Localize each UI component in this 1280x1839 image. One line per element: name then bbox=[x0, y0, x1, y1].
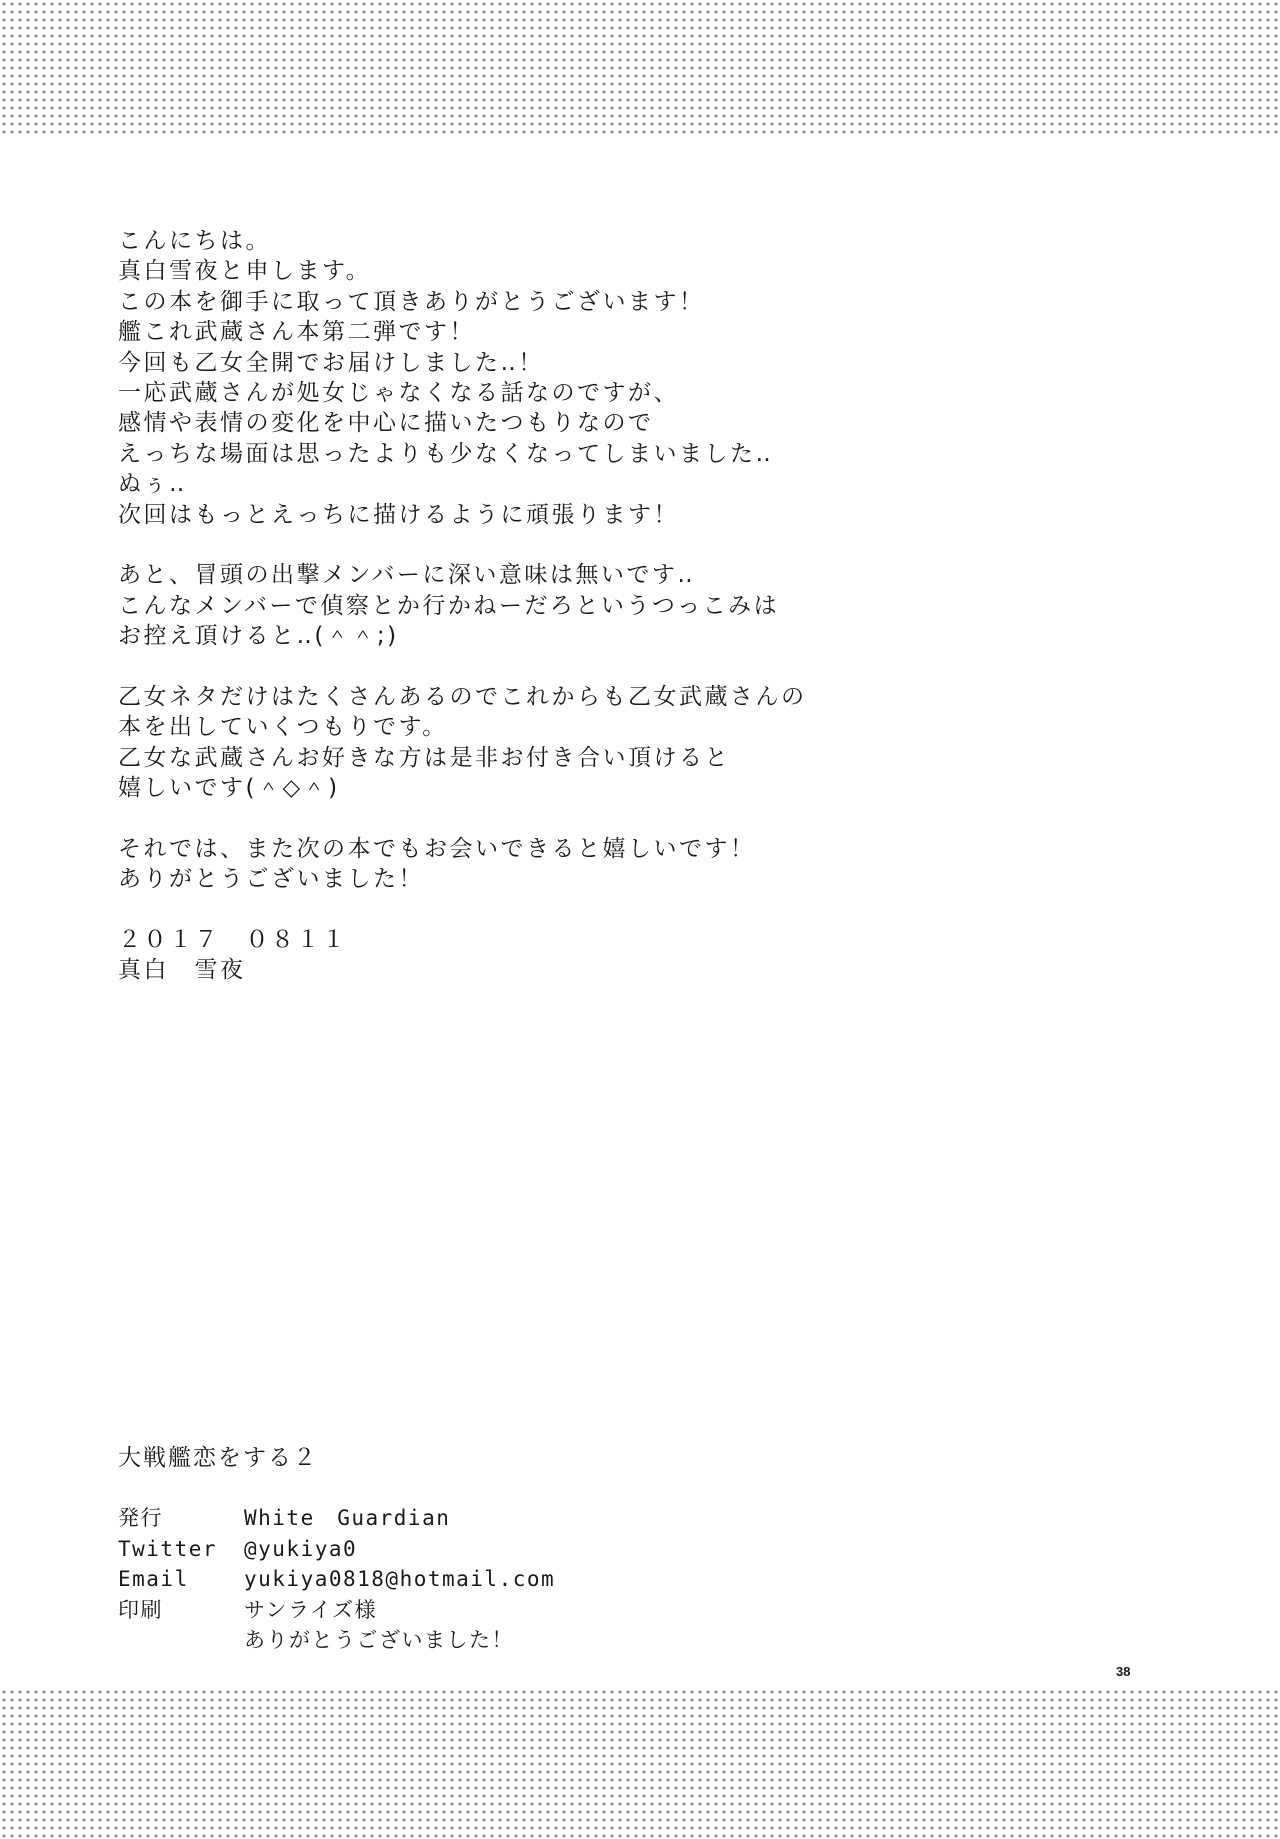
text-line: ぬぅ‥ bbox=[118, 471, 187, 498]
page-number: 38 bbox=[1116, 1664, 1131, 1679]
colophon-row-email bbox=[118, 1564, 1018, 1595]
letter-date: ２０１７ ０８１１ bbox=[118, 926, 348, 953]
paragraph-gap bbox=[118, 895, 1018, 925]
colophon-row-printer bbox=[118, 1595, 1018, 1626]
colophon-row-publisher bbox=[118, 1503, 1018, 1534]
afterword-paragraph-1 bbox=[118, 226, 1018, 530]
text-line: この本を御手に取って頂きありがとうございます！ bbox=[118, 288, 705, 315]
text-line: 嬉しいです(＾◇＾) bbox=[118, 775, 340, 802]
text-line: 乙女な武蔵さんお好きな方は是非お付き合い頂けると bbox=[118, 744, 730, 771]
colophon-label: Email bbox=[118, 1567, 189, 1591]
text-line: 乙女ネタだけはたくさんあるのでこれからも乙女武蔵さんの bbox=[118, 683, 807, 710]
book-title: 大戦艦恋をする２ bbox=[118, 1445, 318, 1471]
text-line: 今回も乙女全開でお届けしました‥！ bbox=[118, 349, 544, 376]
colophon-label: 発行 bbox=[118, 1506, 163, 1530]
colophon bbox=[118, 1443, 1018, 1656]
paragraph-gap bbox=[118, 651, 1018, 681]
paragraph-gap bbox=[118, 530, 1018, 560]
colophon-value: サンライズ様 bbox=[244, 1597, 378, 1622]
colophon-value: ありがとうございました！ bbox=[244, 1628, 514, 1652]
afterword-letter bbox=[118, 226, 1018, 986]
letter-signature: 真白 雪夜 bbox=[118, 957, 246, 984]
colophon-label: 印刷 bbox=[118, 1597, 163, 1622]
afterword-paragraph-2 bbox=[118, 560, 1018, 651]
halftone-band-bottom bbox=[0, 1688, 1280, 1839]
text-line: 真白雪夜と申します。 bbox=[118, 258, 372, 285]
text-line: 艦これ武蔵さん本第二弾です！ bbox=[118, 319, 475, 346]
text-line: 感情や表情の変化を中心に描いたつもりなので bbox=[118, 410, 654, 437]
colophon-value: yukiya0818@hotmail.com bbox=[244, 1567, 556, 1591]
text-line: お控え頂けると‥(＾＾;) bbox=[118, 623, 399, 650]
colophon-value: White Guardian bbox=[244, 1506, 451, 1530]
colophon-value: @yukiya0 bbox=[244, 1536, 358, 1561]
colophon-row-thanks bbox=[118, 1625, 1018, 1656]
text-line: 次回はもっとえっちに描けるように頑張ります！ bbox=[118, 501, 679, 528]
text-line: ありがとうございました！ bbox=[118, 866, 424, 893]
afterword-paragraph-4 bbox=[118, 834, 1018, 895]
afterword-paragraph-3 bbox=[118, 682, 1018, 804]
text-line: 一応武蔵さんが処女じゃなくなる話なのですが、 bbox=[118, 379, 679, 406]
text-line: それでは、また次の本でもお会いできると嬉しいです！ bbox=[118, 835, 756, 862]
halftone-band-top bbox=[0, 0, 1280, 135]
colophon-row-twitter bbox=[118, 1534, 1018, 1565]
paragraph-gap bbox=[118, 803, 1018, 833]
text-line: こんなメンバーで偵察とか行かねーだろというつっこみは bbox=[118, 592, 780, 619]
text-line: こんにちは。 bbox=[118, 228, 271, 254]
colophon-label: Twitter bbox=[118, 1536, 218, 1561]
text-line: 本を出していくつもりです。 bbox=[118, 714, 448, 741]
text-line: あと、冒頭の出撃メンバーに深い意味は無いです‥ bbox=[118, 562, 696, 589]
colophon-label bbox=[118, 1625, 244, 1656]
text-line: えっちな場面は思ったよりも少なくなってしまいました‥ bbox=[118, 440, 774, 467]
